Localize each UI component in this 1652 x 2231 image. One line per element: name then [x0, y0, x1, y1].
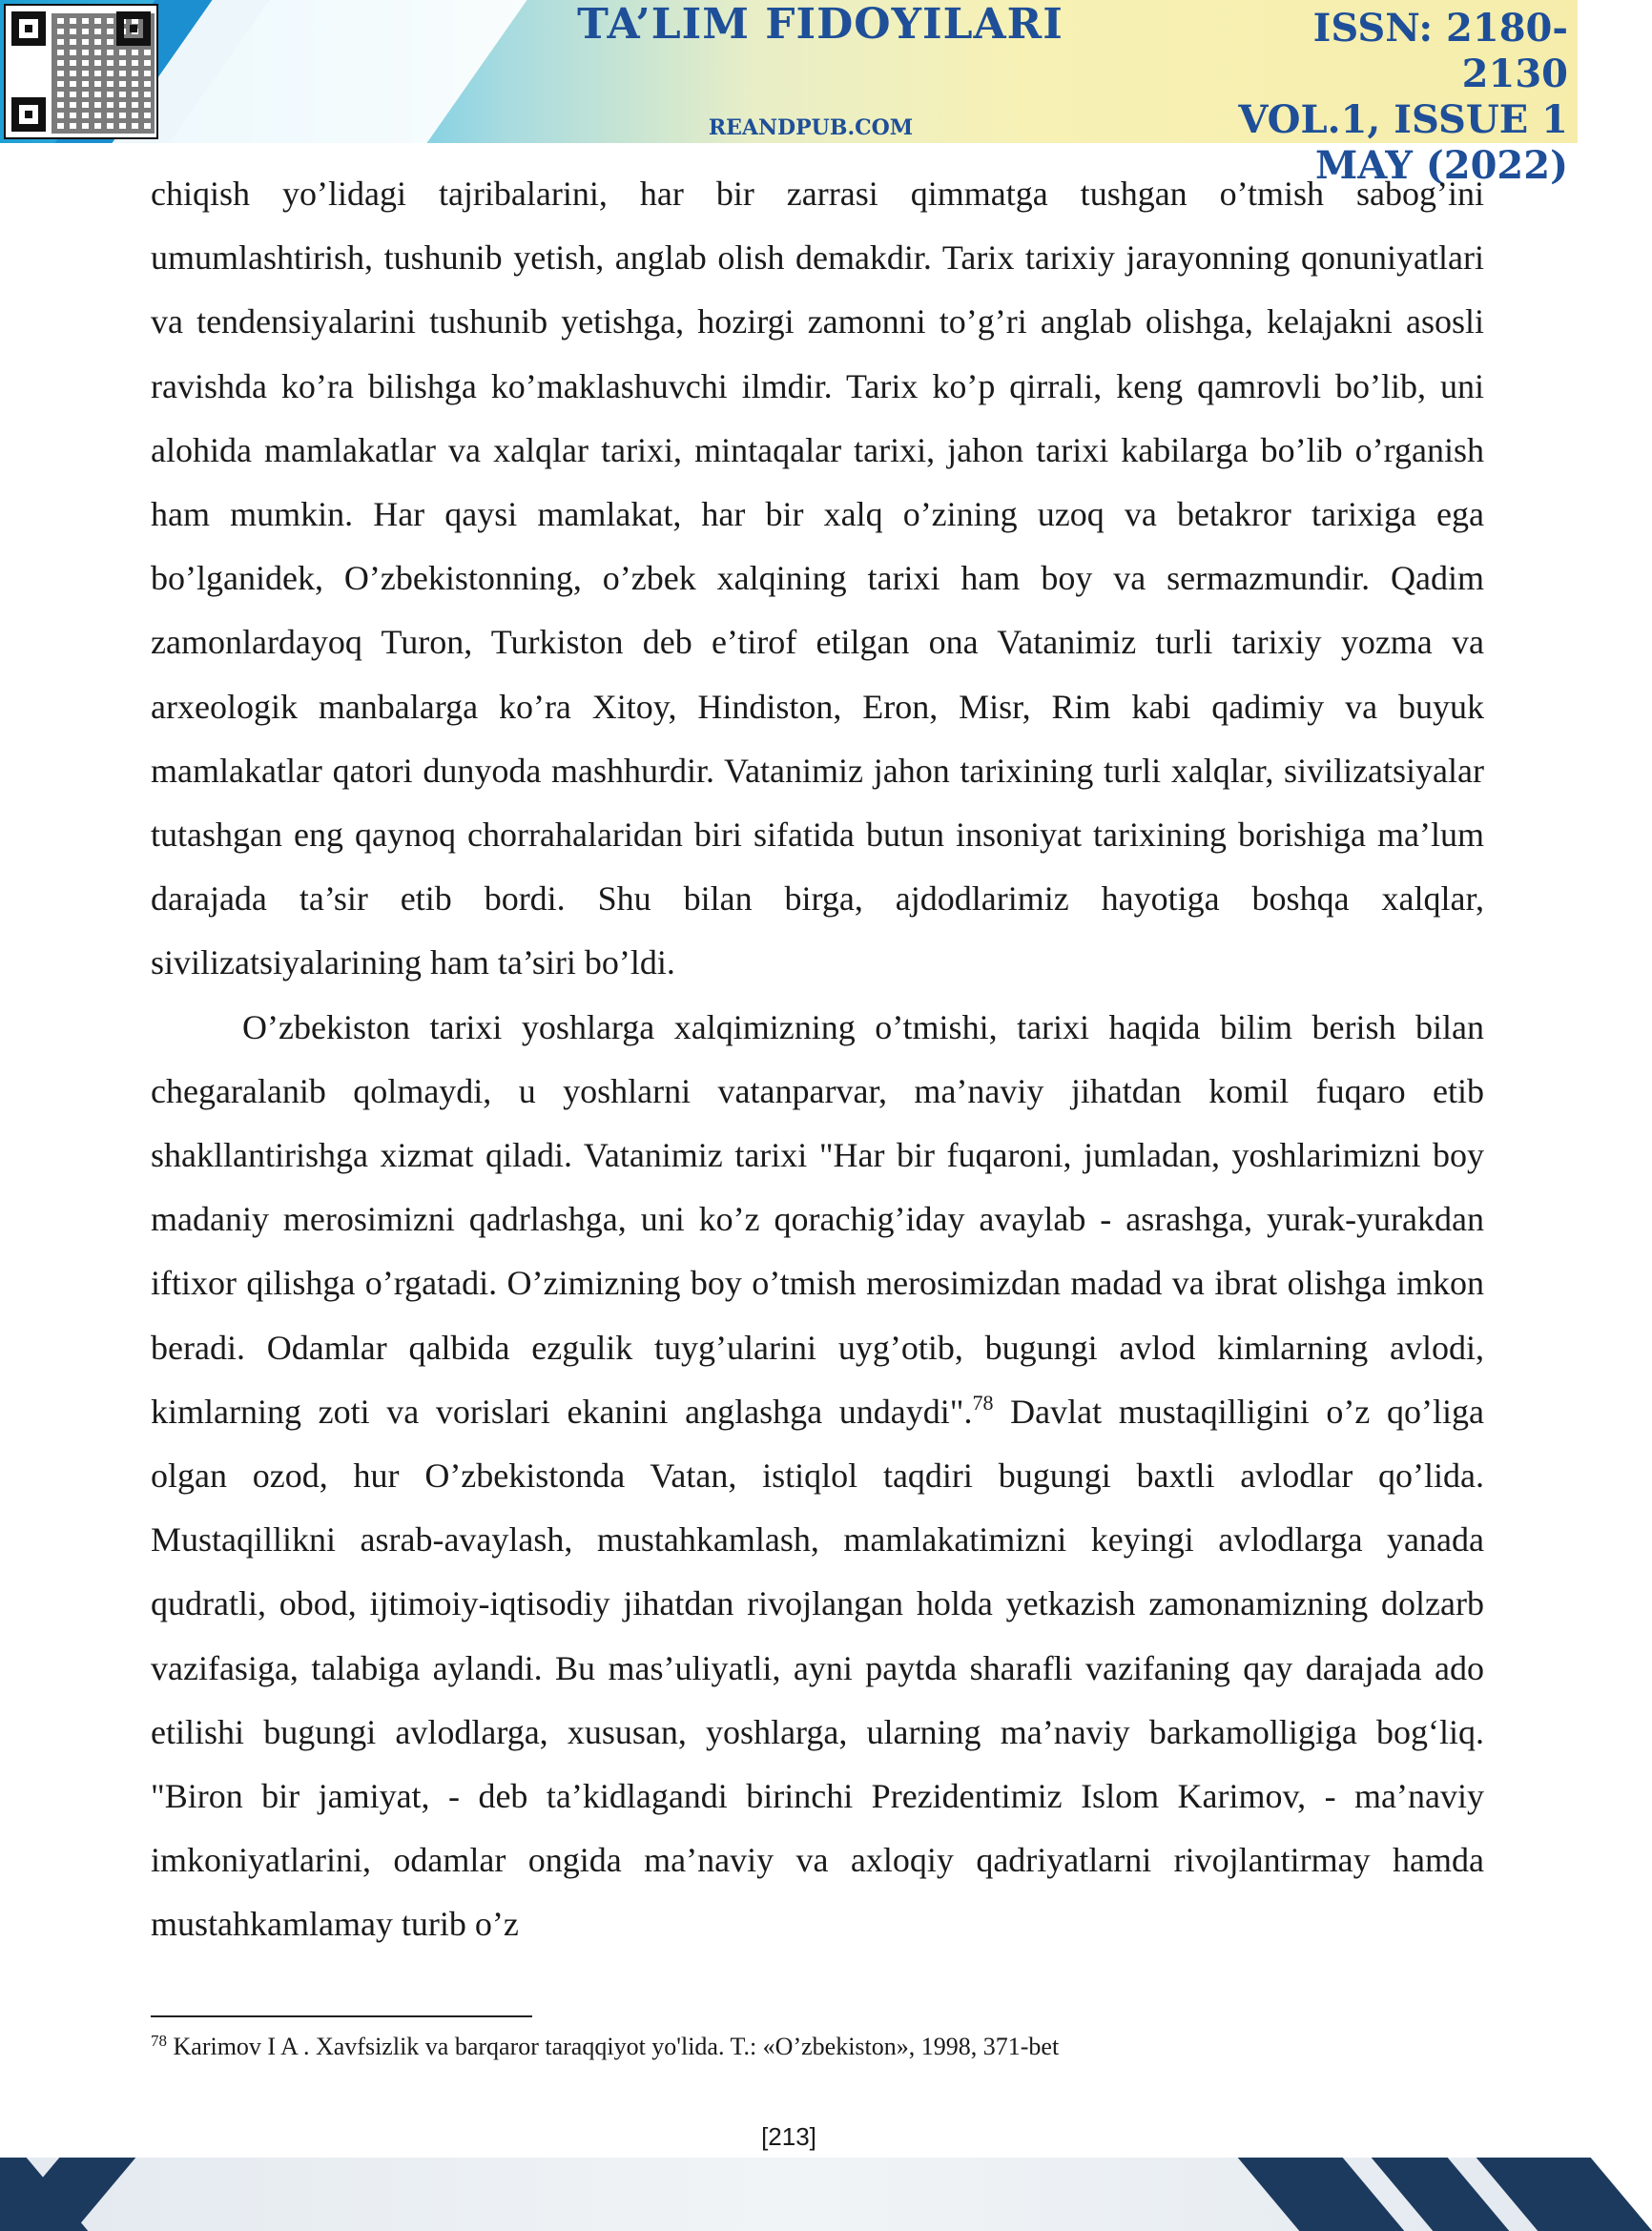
page-footer-decoration [0, 2158, 1578, 2231]
footnote-number: 78 [151, 2032, 167, 2050]
journal-title: TA’LIM FIDOYILARI [577, 0, 1063, 49]
issn: ISSN: 2180-2130 [1312, 6, 1568, 96]
footer-stripe [1238, 2158, 1405, 2231]
volume-issue: VOL.1, ISSUE 1 [1238, 97, 1568, 142]
journal-header [0, 0, 1578, 188]
paragraph-1: chiqish yo’lidagi tajribalarini, har bir zarrasi qimmatga tushgan o’tmish sabog’ini umumlashtirish, tushunib yetish, anglab olish demakdir. Tarix tarixiy jarayonning qonuniyatlari va tendensiyalarini tushunib yetishga, hozirgi zamonni to’g’ri anglab olishga, kelajakni asosli ravishda ko’ra bilishga ko’maklashuvchi ilmdir. Tarix ko’p qirrali, keng qamrovli bo’lib, uni alohida mamlakatlar va xalqlar tarixi, mintaqalar tarixi, jahon tarixi kabilarga bo’lib o’rganish ham mumkin. Har qaysi mamlakat, har bir xalq o’zining uzoq va betakror tarixiga ega bo’lganidek, O’zbekistonning, o’zbek xalqining tarixi ham boy va sermazmundir. Qadim zamonlardayoq Turon, Turkiston deb e’tirof etilgan ona Vatanimiz turli tarixiy yozma va arxeologik manbalarga ko’ra Xitoy, Hindiston, Eron, Misr, Rim kabi qadimiy va buyuk mamlakatlar qatori dunyoda mashhurdir. Vatanimiz jahon tarixining turli xalqlar, sivilizatsiyalar tutashgan eng qaynoq chorrahalaridan biri sifatida butun insoniyat tarixining borishiga ma’lum darajada ta’sir etib bordi. Shu bilan birga, ajdodlarimiz hayotiga boshqa xalqlar, sivilizatsiyalarining ham ta’siri bo’ldi. [151, 175, 1484, 982]
footer-stripe [1476, 2158, 1652, 2231]
footnote-divider [151, 2015, 532, 2017]
issue-date: MAY (2022) [1315, 143, 1568, 188]
qr-code-icon [4, 4, 158, 139]
footnote [151, 2032, 1484, 2062]
page-number: [213] [761, 2122, 816, 2151]
journal-website: REANDPUB.COM [708, 115, 914, 140]
footnote-reference[interactable]: 78 [972, 1390, 994, 1415]
paragraph-2-text-after-ref: Davlat mustaqilligini o’z qo’liga olgan ozod, hur O’zbekistonda Vatan, istiqlol taqdiri bugungi baxtli avlodlar qo’lida. Mustaqillikni asrab-avaylash, mustahkamlash, mamlakatimizni keyingi avlodlarga yanada qudratli, obod, ijtimoiy-iqtisodiy jihatdan rivojlangan holda yetkazish zamonamizning dolzarb vazifasiga, talabiga aylandi. Bu mas’uliyatli, ayni paytda sharafli vazifaning qay darajada ado etilishi bugungi avlodlarga, xususan, yoshlarga, ularning ma’naviy barkamolligiga bog‘liq. "Biron bir jamiyat, - deb ta’kidlagandi birinchi Prezidentimiz Islom Karimov, - ma’naviy imkoniyatlarini, odamlar ongida ma’naviy va axloqiy qadriyatlarni rivojlantirmay hamda mustahkamlamay turib o’z [151, 1392, 1484, 1944]
article-body [151, 162, 1484, 1957]
paragraph-2 [151, 996, 1484, 1957]
paragraph-2-text-before-ref: O’zbekiston tarixi yoshlarga xalqimizning o’tmishi, tarixi haqida bilim berish bilan chegaralanib qolmaydi, u yoshlarni vatanparvar, ma’naviy jihatdan komil fuqaro etib shakllantirishga xizmat qiladi. Vatanimiz tarixi "Har bir fuqaroni, jumladan, yoshlarimizni boy madaniy merosimizni qadrlashga, uni ko’z qorachig’iday avaylab - asrashga, yurak-yurakdan iftixor qilishga o’rgatadi. O’zimizning boy o’tmish merosimizdan madad va ibrat olishga imkon beradi. Odamlar qalbida ezgulik tuyg’ularini uyg’otib, bugungi avlod kimlarning avlodi, kimlarning zoti va vorislari ekanini anglashga undaydi". [151, 1007, 1484, 1431]
footnote-text: Karimov I A . Xavfsizlik va barqaror taraqqiyot yo'lida. T.: «O’zbekiston», 1998, 371-bet [167, 2033, 1060, 2060]
